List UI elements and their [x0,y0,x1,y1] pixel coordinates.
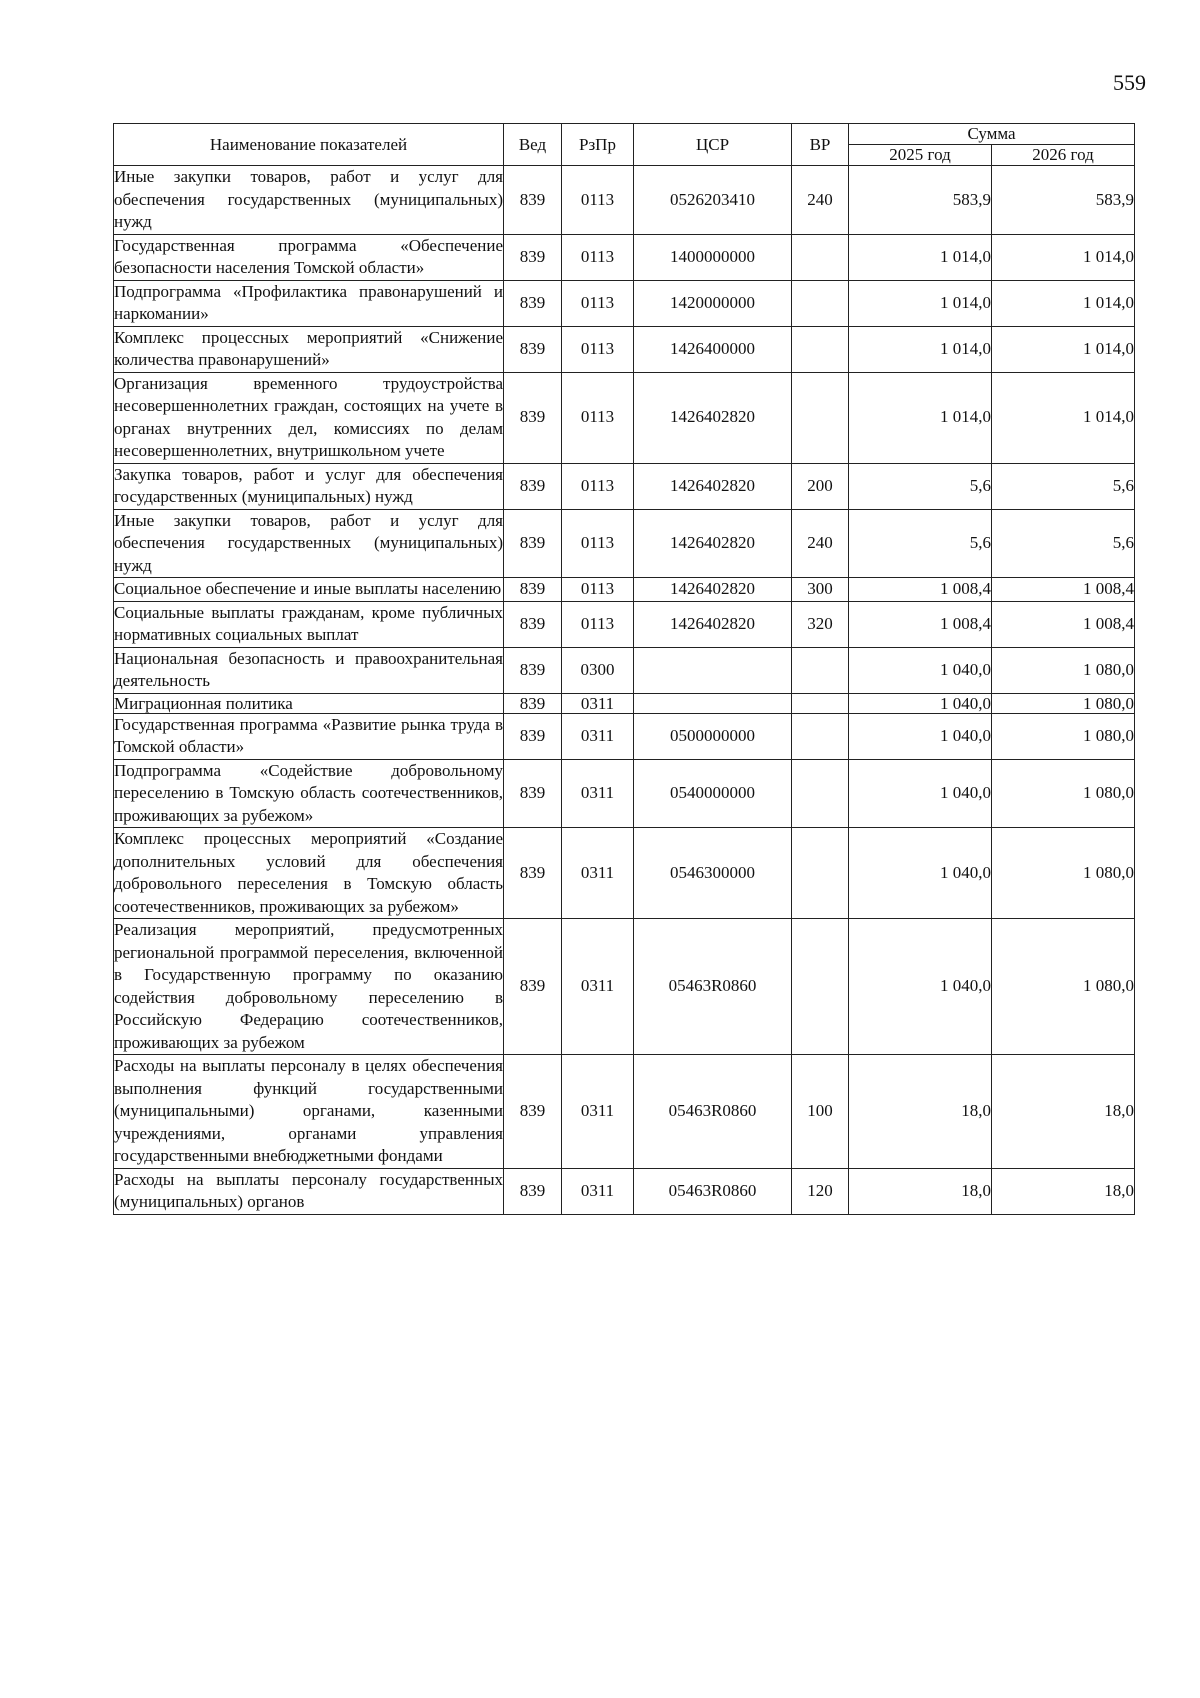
row-sum-2026: 1 080,0 [992,647,1135,693]
row-sum-2026: 18,0 [992,1055,1135,1169]
row-sum-2025: 1 040,0 [849,919,992,1055]
row-name: Иные закупки товаров, работ и услуг для обеспечения государственных (муниципальных) нужд [114,509,504,578]
row-rzpr: 0311 [562,919,634,1055]
header-vr: ВР [792,124,849,166]
row-sum-2025: 1 014,0 [849,372,992,463]
row-rzpr: 0311 [562,828,634,919]
row-sum-2026: 1 014,0 [992,280,1135,326]
row-ved: 839 [504,234,562,280]
row-name: Государственная программа «Развитие рынка труда в Томской области» [114,713,504,759]
table-row [114,166,1135,235]
row-sum-2025: 1 040,0 [849,647,992,693]
row-vr [792,234,849,280]
row-rzpr: 0113 [562,372,634,463]
row-ved: 839 [504,326,562,372]
row-name: Подпрограмма «Профилактика правонарушений и наркомании» [114,280,504,326]
row-name: Иные закупки товаров, работ и услуг для обеспечения государственных (муниципальных) нужд [114,166,504,235]
table-row [114,326,1135,372]
row-sum-2025: 1 014,0 [849,280,992,326]
row-csr: 0500000000 [634,713,792,759]
row-ved: 839 [504,166,562,235]
row-vr: 100 [792,1055,849,1169]
row-name: Национальная безопасность и правоохранительная деятельность [114,647,504,693]
row-sum-2025: 5,6 [849,509,992,578]
row-ved: 839 [504,280,562,326]
row-csr: 1426400000 [634,326,792,372]
row-sum-2026: 1 080,0 [992,759,1135,828]
row-sum-2025: 1 040,0 [849,759,992,828]
table-row [114,463,1135,509]
row-sum-2025: 583,9 [849,166,992,235]
row-ved: 839 [504,578,562,602]
row-csr: 1400000000 [634,234,792,280]
row-sum-2025: 1 008,4 [849,578,992,602]
row-sum-2025: 1 014,0 [849,326,992,372]
row-rzpr: 0311 [562,713,634,759]
row-csr: 1426402820 [634,509,792,578]
row-sum-2026: 1 008,4 [992,601,1135,647]
row-csr: 05463R0860 [634,919,792,1055]
row-vr [792,372,849,463]
table-row [114,919,1135,1055]
row-sum-2025: 1 008,4 [849,601,992,647]
row-sum-2026: 1 080,0 [992,828,1135,919]
row-rzpr: 0113 [562,280,634,326]
row-name: Расходы на выплаты персоналу государственных (муниципальных) органов [114,1168,504,1214]
row-sum-2025: 1 040,0 [849,693,992,713]
table-row [114,647,1135,693]
table-row [114,759,1135,828]
row-vr [792,759,849,828]
row-csr: 05463R0860 [634,1055,792,1169]
row-vr [792,693,849,713]
row-ved: 839 [504,828,562,919]
row-csr: 0540000000 [634,759,792,828]
row-sum-2026: 18,0 [992,1168,1135,1214]
row-rzpr: 0113 [562,601,634,647]
budget-table [113,123,1135,1215]
table-row [114,1055,1135,1169]
table-row [114,372,1135,463]
row-csr: 0546300000 [634,828,792,919]
row-ved: 839 [504,919,562,1055]
row-rzpr: 0113 [562,578,634,602]
row-name: Организация временного трудоустройства несовершеннолетних граждан, состоящих на учете в органах внутренних дел, комиссиях по делам несовершеннолетних, внутришкольном учете [114,372,504,463]
row-sum-2025: 18,0 [849,1055,992,1169]
row-vr [792,326,849,372]
row-ved: 839 [504,759,562,828]
table-row [114,509,1135,578]
row-vr: 300 [792,578,849,602]
row-rzpr: 0311 [562,1055,634,1169]
table-row [114,828,1135,919]
row-name: Социальные выплаты гражданам, кроме публичных нормативных социальных выплат [114,601,504,647]
table-row [114,1168,1135,1214]
row-name: Государственная программа «Обеспечение безопасности населения Томской области» [114,234,504,280]
row-sum-2025: 18,0 [849,1168,992,1214]
row-vr [792,919,849,1055]
table-header [114,124,1135,166]
table-row [114,234,1135,280]
row-csr: 05463R0860 [634,1168,792,1214]
row-vr [792,280,849,326]
row-sum-2025: 5,6 [849,463,992,509]
row-sum-2025: 1 040,0 [849,713,992,759]
row-csr: 1420000000 [634,280,792,326]
row-sum-2026: 583,9 [992,166,1135,235]
page-number: 559 [1113,70,1146,95]
row-ved: 839 [504,372,562,463]
row-rzpr: 0311 [562,1168,634,1214]
table-row [114,578,1135,602]
row-csr: 0526203410 [634,166,792,235]
row-csr: 1426402820 [634,601,792,647]
header-rzpr: РзПр [562,124,634,166]
row-sum-2026: 5,6 [992,509,1135,578]
row-name: Расходы на выплаты персоналу в целях обеспечения выполнения функций государственными (муниципальными) органами, казенными учреждениями, органами управления государственными внебюджетными фондами [114,1055,504,1169]
row-vr: 240 [792,166,849,235]
row-csr [634,693,792,713]
row-sum-2026: 1 080,0 [992,919,1135,1055]
row-vr [792,647,849,693]
row-rzpr: 0311 [562,759,634,828]
row-vr [792,828,849,919]
row-rzpr: 0113 [562,509,634,578]
row-sum-2026: 1 080,0 [992,713,1135,759]
row-csr: 1426402820 [634,372,792,463]
row-name: Комплекс процессных мероприятий «Снижение количества правонарушений» [114,326,504,372]
row-name: Комплекс процессных мероприятий «Создание дополнительных условий для обеспечения добровольного переселения в Томскую область соотечественников, проживающих за рубежом» [114,828,504,919]
row-ved: 839 [504,693,562,713]
header-name: Наименование показателей [114,124,504,166]
row-rzpr: 0113 [562,234,634,280]
row-name: Миграционная политика [114,693,504,713]
row-sum-2026: 1 008,4 [992,578,1135,602]
row-sum-2026: 1 014,0 [992,372,1135,463]
table-row [114,713,1135,759]
row-name: Реализация мероприятий, предусмотренных региональной программой переселения, включенной в Государственную программу по оказанию содействия добровольному переселению в Российскую Федерацию соотечественников, проживающих за рубежом [114,919,504,1055]
header-csr: ЦСР [634,124,792,166]
row-ved: 839 [504,463,562,509]
row-rzpr: 0311 [562,693,634,713]
row-vr: 200 [792,463,849,509]
row-ved: 839 [504,601,562,647]
row-ved: 839 [504,647,562,693]
row-sum-2026: 5,6 [992,463,1135,509]
header-sum: Сумма [849,124,1135,145]
row-sum-2026: 1 014,0 [992,326,1135,372]
row-csr: 1426402820 [634,463,792,509]
row-sum-2025: 1 040,0 [849,828,992,919]
row-vr [792,713,849,759]
row-name: Закупка товаров, работ и услуг для обеспечения государственных (муниципальных) нужд [114,463,504,509]
header-year-2026: 2026 год [992,145,1135,166]
row-ved: 839 [504,1168,562,1214]
row-rzpr: 0113 [562,326,634,372]
table-body [114,166,1135,1215]
row-vr: 120 [792,1168,849,1214]
row-rzpr: 0113 [562,166,634,235]
row-name: Подпрограмма «Содействие добровольному переселению в Томскую область соотечественников, проживающих за рубежом» [114,759,504,828]
table-row [114,280,1135,326]
row-name: Социальное обеспечение и иные выплаты населению [114,578,504,602]
row-ved: 839 [504,713,562,759]
row-rzpr: 0300 [562,647,634,693]
row-sum-2025: 1 014,0 [849,234,992,280]
table-row [114,601,1135,647]
row-ved: 839 [504,1055,562,1169]
row-sum-2026: 1 014,0 [992,234,1135,280]
row-rzpr: 0113 [562,463,634,509]
row-sum-2026: 1 080,0 [992,693,1135,713]
row-csr [634,647,792,693]
row-vr: 320 [792,601,849,647]
row-ved: 839 [504,509,562,578]
header-year-2025: 2025 год [849,145,992,166]
row-csr: 1426402820 [634,578,792,602]
row-vr: 240 [792,509,849,578]
header-ved: Вед [504,124,562,166]
table-row [114,693,1135,713]
